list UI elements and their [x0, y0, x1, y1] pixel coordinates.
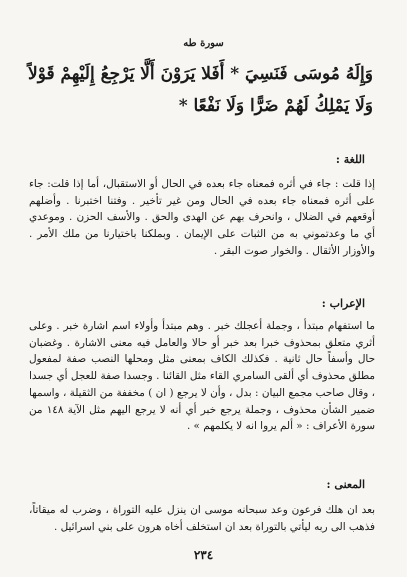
section-title-irab: الإعراب :: [321, 297, 365, 310]
page-number: ٢٣٤: [193, 548, 214, 562]
quran-verse: وَإِلَهُ مُوسَى فَنَسِيَ * أَفَلا يَرَوْنَ أَلَّا يَرْجِعُ إِلَيْهِمْ قَوْلاً وَلَا يَمْلِكُ لَهُمْ ضَرًّا وَلَا نَفْعًا *: [28, 64, 373, 116]
surah-header: سورة طه: [183, 38, 224, 49]
section-text-maana: بعد ان هلك فرعون وعد سبحانه موسى ان ينزل عليه التوراة ، وضرب له ميقاتاً، فذهب الى ربه ليأتي بالتوراة بعد ان استخلف أخاه هرون على بني اسرائيل .: [29, 504, 375, 533]
section-title-lugha: اللغة :: [335, 153, 365, 166]
section-text-irab: ما استفهام مبتدأ ، وجملة أعجلك خبر . وهم مبتدأ وأولاء اسم اشارة خبر . وعلى أثري متعلق بمحذوف خبرا بعد خبر أو حالا والعامل فيه معنى الاشارة . وغضبان حال وأسفاً حال ثانية . فكذلك الكاف بمعنى مثل ومحلها النصب صفة لمفعول مطلق محذوف أي ألقى السامري القاء مثل القائنا . وجسدا صفة للعجل أي جسدا ، وقال صاحب مجمع البيان : بدل ، وأن لا يرجع ( ان ) مخففة من الثقيلة ، واسمها ضمير الشأن محذوف ، وجملة يرجع خبر أي أنه لا يرجع اليهم مثل الآية ١٤٨ من سورة الأعراف : « ألم يروا انه لا يكلمهم » .: [29, 320, 375, 433]
section-text-lugha: إذا قلت : جاء في أثره فمعناه جاء بعده في الحال أو الاستقبال، أما إذا قلت: جاء على أثره فمعناه جاء بعده في الحال ومن غير تأخير . وفتنا اختبرنا . وأضلهم أوقعهم في الضلال ، وانحرف بهم عن الهدى والحق . والأسف الحزن . وموعدي أي ما وعدتموني به من الثبات على الإيمان . وبملكنا باختيارنا من ملك الأمر . والأوزار الأثقال . والخوار صوت البقر .: [29, 178, 375, 257]
section-title-maana: المعنى :: [326, 478, 365, 491]
